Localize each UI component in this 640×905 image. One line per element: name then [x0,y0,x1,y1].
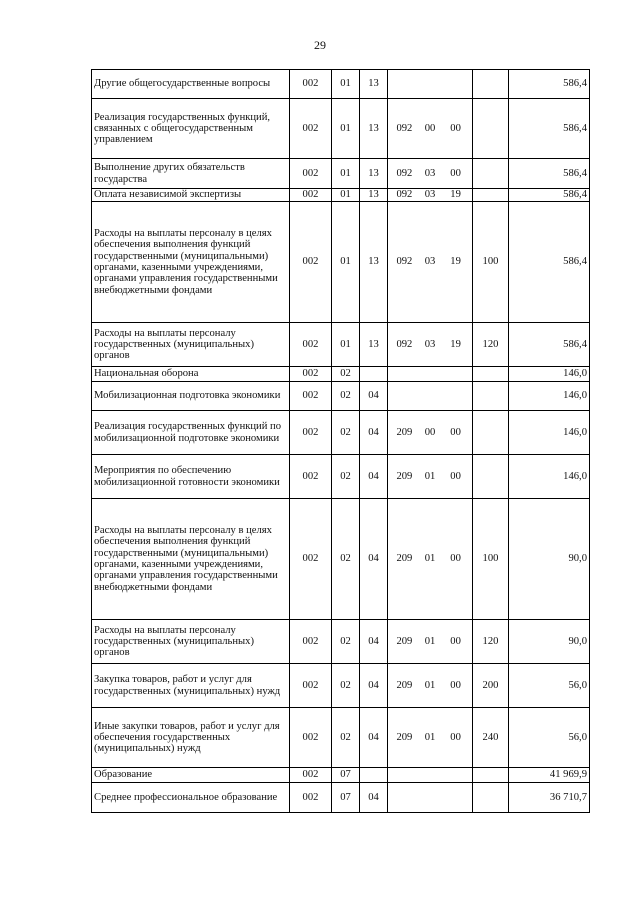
subsection-code-cell: 13 [360,70,388,99]
ministry-code-cell: 002 [290,455,332,499]
expense-type-cell [473,189,509,202]
target-article-cell [388,499,473,620]
table-row [92,664,590,708]
amount-cell: 586,4 [509,202,590,323]
ministry-code-cell: 002 [290,202,332,323]
expense-type-cell [473,159,509,189]
amount-cell: 146,0 [509,455,590,499]
target-article-part: 00 [450,426,461,438]
target-article-part: 209 [396,635,413,647]
budget-table [91,69,590,813]
target-article-cell [388,323,473,367]
row-name-cell: Расходы на выплаты персоналу в целях обеспечения выполнения функций государственными (муниципальными) органами, казенными учреждениями, органами управления государственными внебюджетными фондами [92,499,290,620]
table-row [92,499,590,620]
amount-cell: 586,4 [509,189,590,202]
table-row [92,367,590,382]
amount-cell: 36 710,7 [509,783,590,813]
section-code-cell: 07 [332,783,360,813]
section-code-cell: 02 [332,620,360,664]
amount-cell: 56,0 [509,664,590,708]
subsection-code-cell: 04 [360,783,388,813]
expense-type-cell: 120 [473,323,509,367]
expense-type-cell [473,382,509,411]
table-row [92,411,590,455]
table-row [92,70,590,99]
target-article-cell [388,99,473,159]
amount-cell: 586,4 [509,323,590,367]
target-article-part: 19 [450,256,461,268]
row-name-cell: Реализация государственных функций, связанных с общегосударственным управлением [92,99,290,159]
expense-type-cell [473,411,509,455]
amount-cell: 146,0 [509,411,590,455]
amount-cell: 41 969,9 [509,768,590,783]
ministry-code-cell: 002 [290,708,332,768]
target-article-part: 00 [450,553,461,565]
ministry-code-cell: 002 [290,664,332,708]
ministry-code-cell: 002 [290,99,332,159]
expense-type-cell: 240 [473,708,509,768]
target-article-cell [388,411,473,455]
row-name-cell: Другие общегосударственные вопросы [92,70,290,99]
section-code-cell: 02 [332,455,360,499]
target-article-part: 00 [450,731,461,743]
table-row [92,382,590,411]
target-article-part: 209 [396,679,413,691]
target-article-part: 00 [450,470,461,482]
table-row [92,159,590,189]
target-article-part: 03 [424,167,436,179]
expense-type-cell: 120 [473,620,509,664]
section-code-cell: 01 [332,99,360,159]
ministry-code-cell: 002 [290,367,332,382]
target-article-part: 209 [396,731,413,743]
ministry-code-cell: 002 [290,768,332,783]
row-name-cell: Расходы на выплаты персоналу государственных (муниципальных) органов [92,620,290,664]
target-article-part: 092 [396,167,413,179]
table-row [92,455,590,499]
expense-type-cell: 100 [473,202,509,323]
table-row [92,708,590,768]
budget-table-body [92,70,590,813]
expense-type-cell [473,99,509,159]
section-code-cell: 02 [332,367,360,382]
target-article-part: 01 [424,679,436,691]
row-name-cell: Закупка товаров, работ и услуг для государственных (муниципальных) нужд [92,664,290,708]
subsection-code-cell: 04 [360,382,388,411]
subsection-code-cell: 13 [360,159,388,189]
target-article-part: 209 [396,470,413,482]
target-article-part: 01 [424,470,436,482]
amount-cell: 146,0 [509,367,590,382]
section-code-cell: 01 [332,159,360,189]
table-row [92,99,590,159]
table-row [92,202,590,323]
ministry-code-cell: 002 [290,620,332,664]
subsection-code-cell: 04 [360,708,388,768]
amount-cell: 586,4 [509,159,590,189]
row-name-cell: Иные закупки товаров, работ и услуг для обеспечения государственных (муниципальных) нужд [92,708,290,768]
table-row [92,323,590,367]
page-number: 29 [314,38,326,52]
target-article-part: 00 [424,426,436,438]
table-row [92,783,590,813]
row-name-cell: Выполнение других обязательств государства [92,159,290,189]
section-code-cell: 02 [332,499,360,620]
ministry-code-cell: 002 [290,70,332,99]
section-code-cell: 02 [332,708,360,768]
target-article-cell [388,455,473,499]
subsection-code-cell: 04 [360,620,388,664]
subsection-code-cell [360,367,388,382]
target-article-cell [388,620,473,664]
subsection-code-cell: 04 [360,455,388,499]
table-row [92,768,590,783]
ministry-code-cell: 002 [290,382,332,411]
subsection-code-cell: 04 [360,664,388,708]
target-article-part: 00 [450,167,461,179]
expense-type-cell [473,367,509,382]
target-article-part: 03 [424,338,436,350]
target-article-cell [388,382,473,411]
target-article-part: 01 [424,635,436,647]
section-code-cell: 01 [332,70,360,99]
amount-cell: 90,0 [509,620,590,664]
subsection-code-cell: 04 [360,499,388,620]
amount-cell: 90,0 [509,499,590,620]
subsection-code-cell: 13 [360,202,388,323]
subsection-code-cell: 13 [360,323,388,367]
target-article-cell [388,708,473,768]
row-name-cell: Мероприятия по обеспечению мобилизационной готовности экономики [92,455,290,499]
target-article-cell [388,159,473,189]
expense-type-cell [473,455,509,499]
target-article-part: 01 [424,731,436,743]
row-name-cell: Национальная оборона [92,367,290,382]
target-article-part: 00 [450,635,461,647]
expense-type-cell: 200 [473,664,509,708]
expense-type-cell: 100 [473,499,509,620]
target-article-part: 01 [424,553,436,565]
target-article-part: 19 [450,338,461,350]
target-article-cell [388,367,473,382]
ministry-code-cell: 002 [290,189,332,202]
subsection-code-cell: 13 [360,189,388,202]
row-name-cell: Среднее профессиональное образование [92,783,290,813]
row-name-cell: Мобилизационная подготовка экономики [92,382,290,411]
section-code-cell: 01 [332,202,360,323]
table-row [92,189,590,202]
target-article-cell [388,70,473,99]
row-name-cell: Образование [92,768,290,783]
amount-cell: 56,0 [509,708,590,768]
ministry-code-cell: 002 [290,323,332,367]
section-code-cell: 01 [332,189,360,202]
subsection-code-cell [360,768,388,783]
amount-cell: 586,4 [509,99,590,159]
target-article-part: 209 [396,426,413,438]
target-article-cell [388,664,473,708]
ministry-code-cell: 002 [290,159,332,189]
target-article-part: 03 [424,189,436,201]
ministry-code-cell: 002 [290,499,332,620]
section-code-cell: 02 [332,664,360,708]
table-row [92,620,590,664]
amount-cell: 146,0 [509,382,590,411]
target-article-cell [388,202,473,323]
target-article-part: 092 [396,122,413,134]
row-name-cell: Расходы на выплаты персоналу в целях обеспечения выполнения функций государственными (муниципальными) органами, казенными учреждениями, органами управления государственными внебюджетными фондами [92,202,290,323]
ministry-code-cell: 002 [290,411,332,455]
target-article-part: 00 [424,122,436,134]
target-article-cell [388,768,473,783]
target-article-part: 092 [396,256,413,268]
section-code-cell: 07 [332,768,360,783]
ministry-code-cell: 002 [290,783,332,813]
target-article-part: 03 [424,256,436,268]
expense-type-cell [473,768,509,783]
section-code-cell: 02 [332,382,360,411]
section-code-cell: 02 [332,411,360,455]
target-article-part: 00 [450,122,461,134]
target-article-part: 092 [396,189,413,201]
row-name-cell: Расходы на выплаты персоналу государственных (муниципальных) органов [92,323,290,367]
expense-type-cell [473,70,509,99]
row-name-cell: Реализация государственных функций по мобилизационной подготовке экономики [92,411,290,455]
target-article-part: 00 [450,679,461,691]
expense-type-cell [473,783,509,813]
target-article-cell [388,783,473,813]
target-article-part: 209 [396,553,413,565]
target-article-part: 092 [396,338,413,350]
amount-cell: 586,4 [509,70,590,99]
target-article-part: 19 [450,189,461,201]
row-name-cell: Оплата независимой экспертизы [92,189,290,202]
subsection-code-cell: 13 [360,99,388,159]
subsection-code-cell: 04 [360,411,388,455]
target-article-cell [388,189,473,202]
section-code-cell: 01 [332,323,360,367]
